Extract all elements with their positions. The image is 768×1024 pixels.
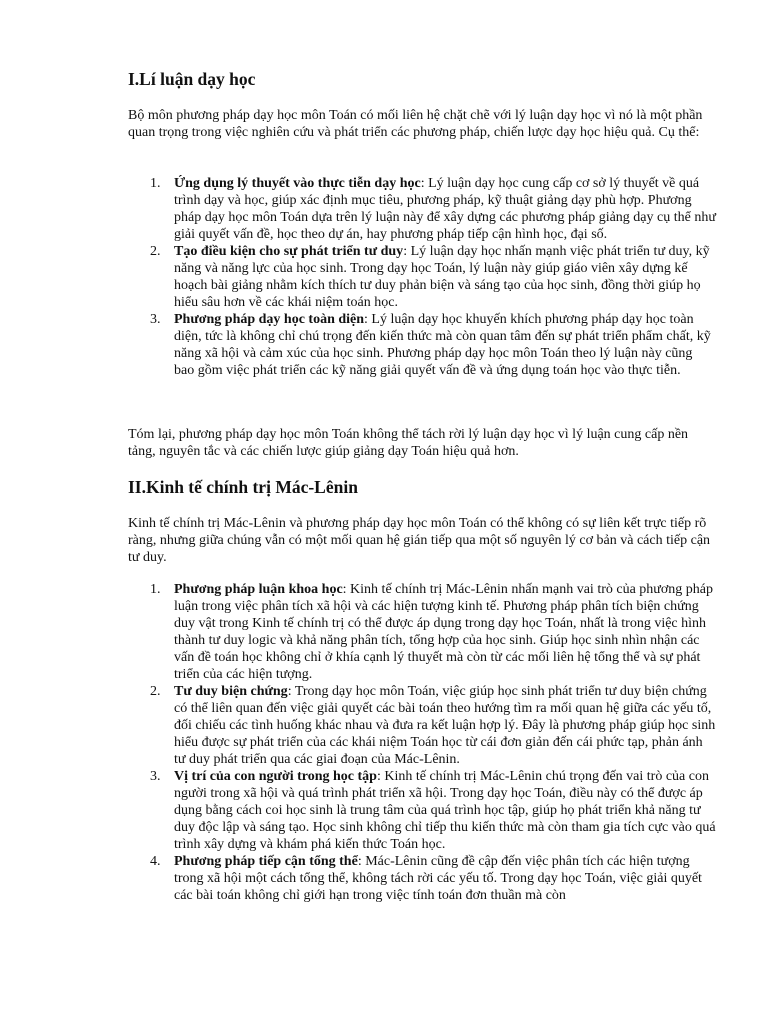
list-number: 1. <box>150 176 161 191</box>
item-lead: Phương pháp luận khoa học <box>174 582 343 597</box>
list-item <box>128 581 716 683</box>
item-lead: Ứng dụng lý thuyết vào thực tiễn dạy học <box>174 176 421 191</box>
item-text: : Kinh tế chính trị Mác-Lênin nhấn mạnh vai trò của phương pháp luận trong việc phân tích xã hội và các hiện tượng kinh tế. Phương pháp phân tích biện chứng duy vật trong Kinh tế chính trị có thể được áp dụng trong dạy học Toán, nhất là trong việc hình thành tư duy logic và khả năng phân tích, tổng hợp của học sinh. Giúp học sinh nhìn nhận các vấn đề toán học không chỉ ở khía cạnh lý thuyết mà còn từ các mối liên hệ tổng thể và sự phát triển của các hiện tượng. <box>174 582 714 682</box>
list-item <box>128 683 716 768</box>
list-number: 1. <box>150 582 161 597</box>
list-item <box>128 768 716 853</box>
list-number: 3. <box>150 769 161 784</box>
section-2-list <box>128 581 716 904</box>
item-text: : Lý luận dạy học nhấn mạnh việc phát triển tư duy, kỹ năng và năng lực của học sinh. Trong dạy học Toán, lý luận này giúp giáo viên xây dựng kế hoạch bài giảng nhằm kích thích tư duy phản biện và sáng tạo của học sinh, đồng thời giúp họ hiểu sâu hơn về các khái niệm toán học. <box>174 244 710 310</box>
list-item <box>128 311 716 379</box>
item-text: : Mác-Lênin cũng đề cập đến việc phân tích các hiện tượng trong xã hội một cách tổng thể, không tách rời các yếu tố. Trong dạy học Toán, việc giải quyết các bài toán không chỉ giới hạn trong việc tính toán đơn thuần mà còn <box>174 854 702 903</box>
list-number: 2. <box>150 244 161 259</box>
list-number: 2. <box>150 684 161 699</box>
list-item <box>128 853 716 904</box>
section-1-intro: Bộ môn phương pháp dạy học môn Toán có mối liên hệ chặt chẽ với lý luận dạy học vì nó là một phần quan trọng trong việc nghiên cứu và phát triển các phương pháp, chiến lược dạy học hiệu quả. Cụ thể: <box>128 108 703 140</box>
list-number: 3. <box>150 312 161 327</box>
item-lead: Phương pháp dạy học toàn diện <box>174 312 365 327</box>
item-lead: Tư duy biện chứng <box>174 684 288 699</box>
section-2-heading: II.Kinh tế chính trị Mác-Lênin <box>128 477 358 497</box>
list-number: 4. <box>150 854 161 869</box>
item-text: : Lý luận dạy học khuyến khích phương pháp dạy học toàn diện, tức là không chỉ chú trọng đến kiến thức mà còn quan tâm đến sự phát triển phẩm chất, kỹ năng xã hội và cảm xúc của học sinh. Phương pháp dạy học môn Toán theo lý luận này cũng bao gồm việc phát triển các kỹ năng giải quyết vấn đề và ứng dụng toán học vào thực tiễn. <box>174 312 711 378</box>
section-1-heading: I.Lí luận dạy học <box>128 69 256 89</box>
section-1-list <box>128 175 716 379</box>
item-lead: Phương pháp tiếp cận tổng thể <box>174 854 358 869</box>
list-item <box>128 243 716 311</box>
section-2-intro: Kinh tế chính trị Mác-Lênin và phương pháp dạy học môn Toán có thể không có sự liên kết trực tiếp rõ ràng, nhưng giữa chúng vẫn có một mối quan hệ gián tiếp qua một số nguyên lý cơ bản và cách tiếp cận tư duy. <box>128 516 711 565</box>
item-lead: Tạo điều kiện cho sự phát triển tư duy <box>174 244 404 259</box>
item-text: : Kinh tế chính trị Mác-Lênin chú trọng đến vai trò của con người trong xã hội và quá trình phát triển xã hội. Trong dạy học Toán, điều này có thể được áp dụng bằng cách coi học sinh là trung tâm của quá trình học tập, giúp họ phát triển khả năng tư duy độc lập và sáng tạo. Học sinh không chỉ tiếp thu kiến thức mà còn tham gia tích cực vào quá trình xây dựng và khám phá kiến thức Toán học. <box>174 769 716 852</box>
item-lead: Vị trí của con người trong học tập <box>174 769 377 784</box>
item-text: : Trong dạy học môn Toán, việc giúp học sinh phát triển tư duy biện chứng có thể liên quan đến việc giải quyết các bài toán theo hướng tìm ra mối quan hệ giữa các yếu tố, đối chiếu các tình huống khác nhau và đưa ra kết luận hợp lý. Đây là phương pháp giúp học sinh hiểu được sự phát triển của các khái niệm Toán học từ cái đơn giản đến cái phức tạp, phản ánh tư duy phát triển qua các giai đoạn của Mác-Lênin. <box>174 684 716 767</box>
item-text: : Lý luận dạy học cung cấp cơ sở lý thuyết về quá trình dạy và học, giúp xác định mục tiêu, phương pháp, kỹ thuật giảng dạy phù hợp. Phương pháp dạy học môn Toán dựa trên lý luận này để xây dựng các phương pháp giảng dạy cụ thể như giải quyết vấn đề, học theo dự án, hay phương pháp tiếp cận hình học, đại số. <box>174 176 716 242</box>
section-1-summary: Tóm lại, phương pháp dạy học môn Toán không thể tách rời lý luận dạy học vì lý luận cung cấp nền tảng, nguyên tắc và các chiến lược giúp giảng dạy Toán hiệu quả hơn. <box>128 427 689 459</box>
list-item <box>128 175 716 243</box>
